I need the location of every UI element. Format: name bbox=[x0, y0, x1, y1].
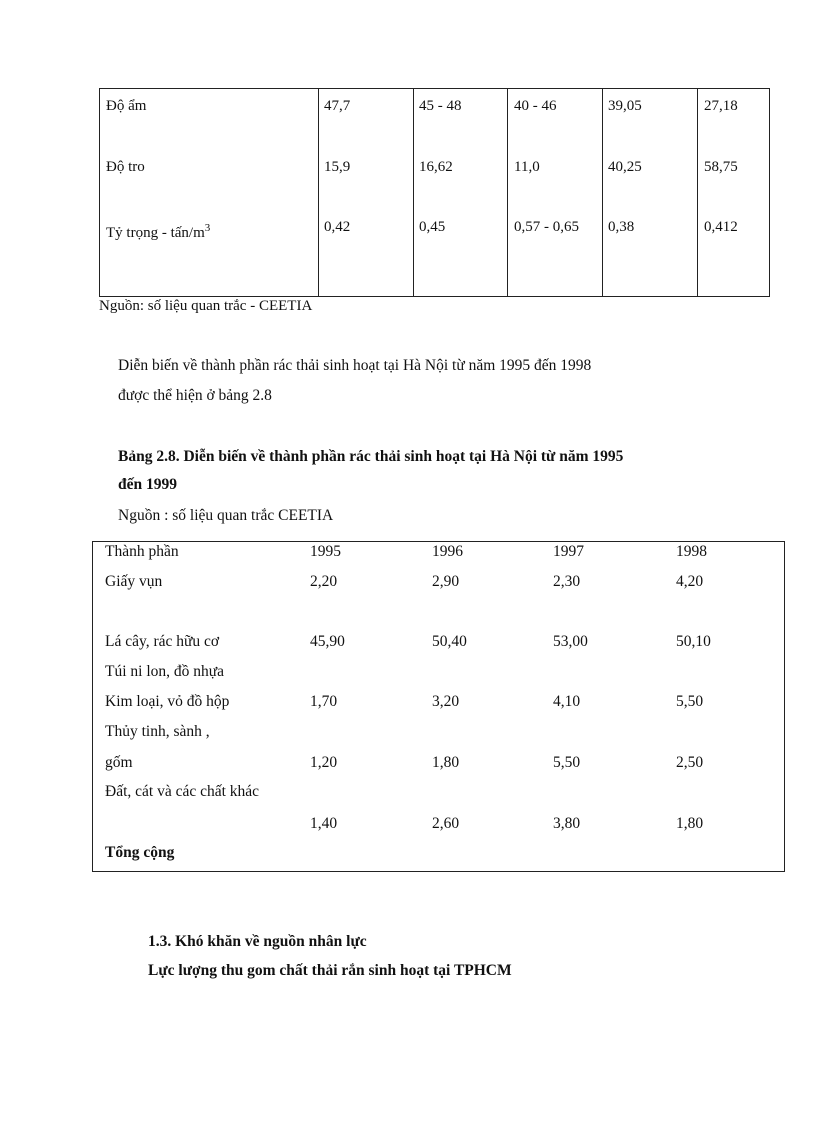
table-cell: 2,50 bbox=[676, 754, 704, 771]
column-divider bbox=[318, 89, 319, 296]
table-cell: 1,20 bbox=[310, 754, 338, 771]
table-cell: 1,80 bbox=[432, 754, 460, 771]
row-label-ash: Độ tro bbox=[106, 159, 145, 175]
table-cell: 3,80 bbox=[553, 815, 581, 832]
table-cell: 1,80 bbox=[676, 815, 704, 832]
paragraph-line-1: Diễn biến về thành phần rác thải sinh hoạt tại Hà Nội từ năm 1995 đến 1998 bbox=[118, 357, 592, 374]
row-label: Lá cây, rác hữu cơ bbox=[105, 633, 220, 650]
table-cell: 40 - 46 bbox=[514, 98, 557, 114]
composition-table-1 bbox=[99, 88, 770, 297]
column-divider bbox=[507, 89, 508, 296]
row-label: gốm bbox=[105, 754, 133, 771]
table-cell: 2,20 bbox=[310, 573, 338, 590]
column-divider bbox=[602, 89, 603, 296]
row-label: Túi ni lon, đồ nhựa bbox=[105, 663, 225, 680]
row-label: Đất, cát và các chất khác bbox=[105, 783, 260, 800]
table-cell: 1,40 bbox=[310, 815, 338, 832]
table-cell: 40,25 bbox=[608, 159, 642, 175]
table-cell: 0,412 bbox=[704, 219, 738, 235]
table-cell: 58,75 bbox=[704, 159, 738, 175]
table-cell: 45 - 48 bbox=[419, 98, 462, 114]
table-cell: 27,18 bbox=[704, 98, 738, 114]
row-label-density bbox=[106, 222, 210, 242]
table-cell: 1,70 bbox=[310, 693, 338, 710]
density-label-text: Tỷ trọng - tấn/m bbox=[106, 225, 205, 241]
table-cell: 45,90 bbox=[310, 633, 345, 650]
table-cell: 50,40 bbox=[432, 633, 467, 650]
paragraph-line-2: được thể hiện ở bảng 2.8 bbox=[118, 387, 272, 404]
row-label-moisture: Độ ẩm bbox=[106, 98, 147, 114]
table-cell: 2,60 bbox=[432, 815, 460, 832]
table-cell: 3,20 bbox=[432, 693, 460, 710]
density-unit-superscript: 3 bbox=[204, 222, 211, 234]
table-cell: 2,30 bbox=[553, 573, 581, 590]
table-cell: 4,10 bbox=[553, 693, 581, 710]
header-year: 1996 bbox=[432, 543, 463, 560]
table-cell: 0,45 bbox=[419, 219, 446, 235]
header-year: 1997 bbox=[553, 543, 584, 560]
section-subheading: Lực lượng thu gom chất thải rắn sinh hoạt tại TPHCM bbox=[148, 962, 512, 979]
row-label-total: Tổng cộng bbox=[105, 844, 175, 861]
table-cell: 4,20 bbox=[676, 573, 704, 590]
table-cell: 47,7 bbox=[324, 98, 351, 114]
table-cell: 5,50 bbox=[676, 693, 704, 710]
table1-source: Nguồn: số liệu quan trắc - CEETIA bbox=[99, 298, 313, 314]
column-divider bbox=[413, 89, 414, 296]
table-cell: 11,0 bbox=[514, 159, 540, 175]
row-label: Kim loại, vỏ đồ hộp bbox=[105, 693, 230, 710]
table2-source: Nguồn : số liệu quan trắc CEETIA bbox=[118, 507, 334, 524]
row-label: Thủy tinh, sành , bbox=[105, 723, 210, 740]
header-component: Thành phần bbox=[105, 543, 179, 560]
table2-title-line-1: Bảng 2.8. Diễn biến về thành phần rác thải sinh hoạt tại Hà Nội từ năm 1995 bbox=[118, 448, 624, 465]
table-cell: 0,42 bbox=[324, 219, 351, 235]
table-cell: 0,38 bbox=[608, 219, 635, 235]
table-cell: 2,90 bbox=[432, 573, 460, 590]
table-cell: 15,9 bbox=[324, 159, 351, 175]
table2-title-line-2: đến 1999 bbox=[118, 476, 177, 493]
table-cell: 5,50 bbox=[553, 754, 581, 771]
header-year: 1995 bbox=[310, 543, 341, 560]
table-cell: 50,10 bbox=[676, 633, 711, 650]
table-cell: 39,05 bbox=[608, 98, 642, 114]
column-divider bbox=[697, 89, 698, 296]
header-year: 1998 bbox=[676, 543, 707, 560]
table-cell: 53,00 bbox=[553, 633, 588, 650]
composition-table-2 bbox=[92, 541, 785, 872]
row-label: Giấy vụn bbox=[105, 573, 163, 590]
section-heading: 1.3. Khó khăn về nguồn nhân lực bbox=[148, 933, 367, 950]
table-cell: 16,62 bbox=[419, 159, 453, 175]
table-cell: 0,57 - 0,65 bbox=[514, 219, 579, 235]
